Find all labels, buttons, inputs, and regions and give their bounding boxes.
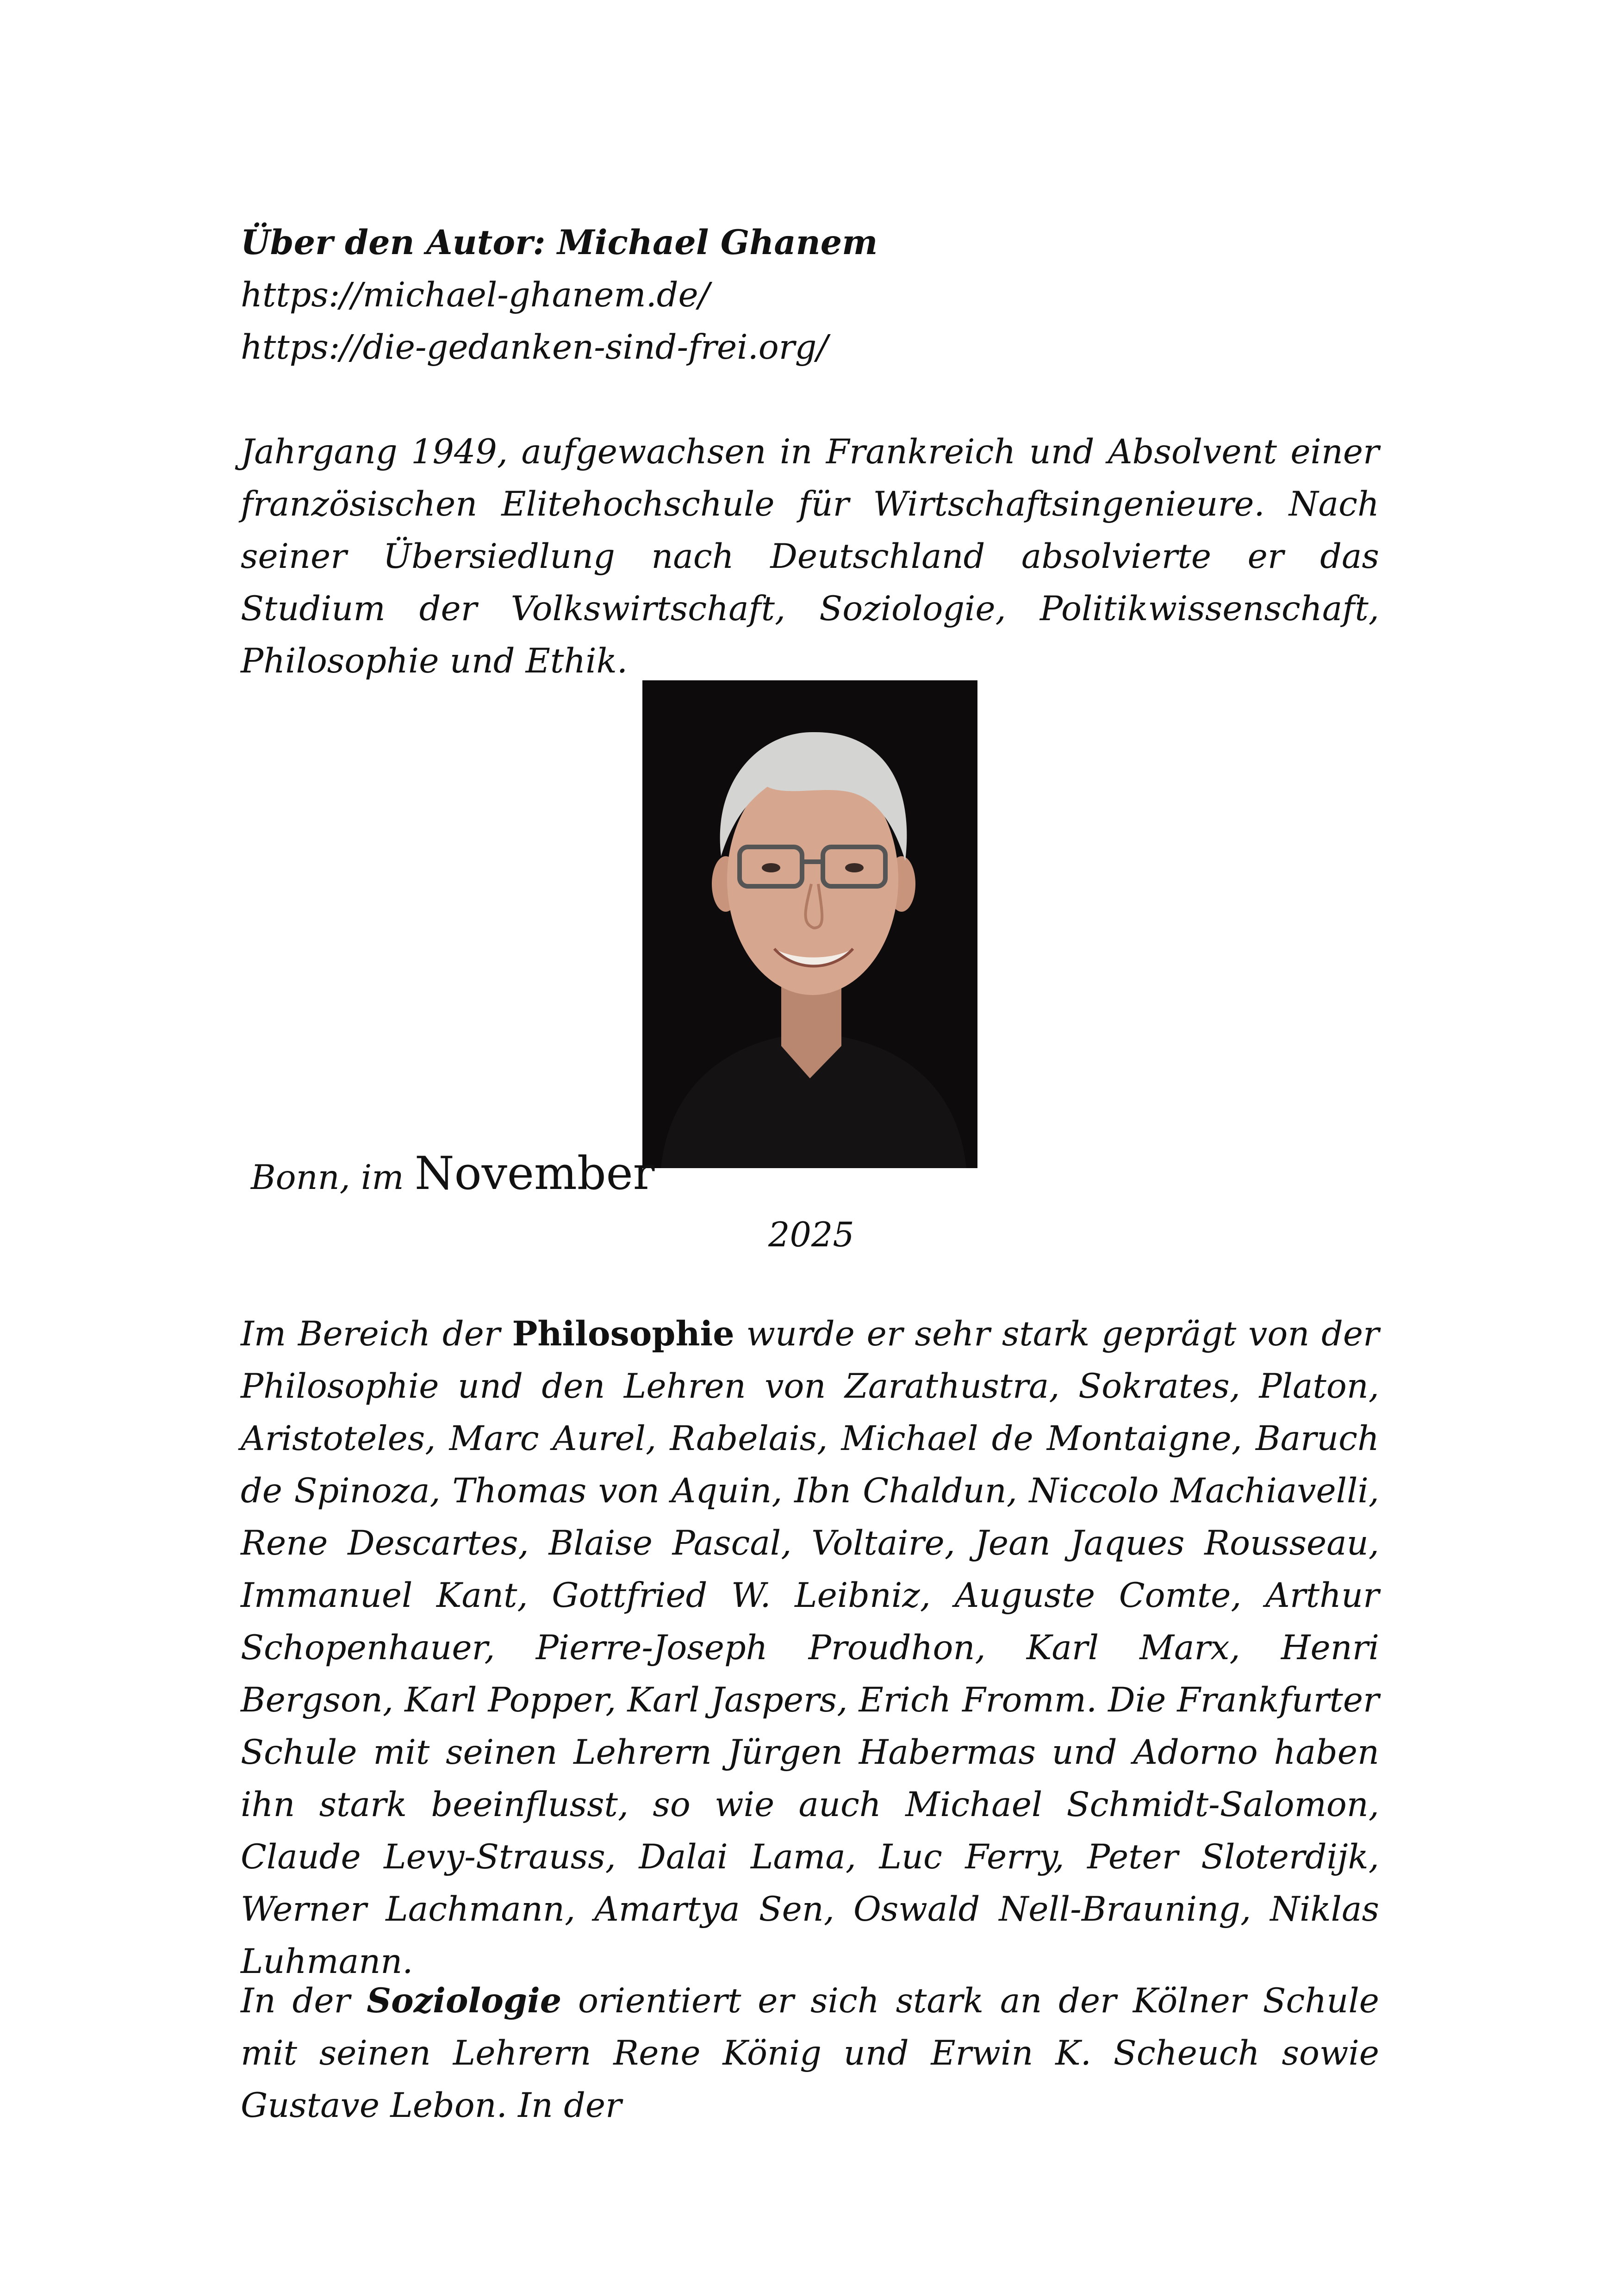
philosophy-keyword: Philosophie (512, 1314, 734, 1354)
philosophy-paragraph (241, 1308, 1379, 1988)
author-portrait-photo (642, 680, 977, 1168)
sociology-paragraph (241, 1975, 1379, 2132)
dateline-year: 2025 (768, 1215, 854, 1255)
dateline-place: Bonn, im (251, 1158, 415, 1197)
author-website-link[interactable]: https://michael-ghanem.de/ (241, 275, 710, 315)
author-heading: Über den Autor: Michael Ghanem (241, 223, 878, 262)
sociology-intro: In der (241, 1981, 367, 2021)
dateline (251, 1148, 654, 1204)
philosophy-intro: Im Bereich der (241, 1314, 512, 1354)
portrait-illustration (642, 680, 977, 1168)
sociology-body: orientiert er sich stark an der Kölner Schule mit seinen Lehrern Rene König und Erwin K. Scheuch sowie Gustave Lebon. In der (241, 1981, 1379, 2125)
dateline-month: November (414, 1147, 655, 1200)
sociology-keyword: Soziologie (367, 1981, 562, 2021)
philosophy-body: wurde er sehr stark geprägt von der Philosophie und den Lehren von Zarathustra, Sokrates, Platon, Aristoteles, Marc Aurel, Rabelais, Michael de Montaigne, Baruch de Spinoza, Thomas von Aquin, Ibn Chaldun, Niccolo Machiavelli, Rene Descartes, Blaise Pascal, Voltaire, Jean Jaques Rousseau, Immanuel Kant, Gottfried W. Leibniz, Auguste Comte, Arthur Schopenhauer, Pierre-Joseph Proudhon, Karl Marx, Henri Bergson, Karl Popper, Karl Jaspers, Erich Fromm. Die Frankfurter Schule mit seinen Lehrern Jürgen Habermas und Adorno haben ihn stark beeinflusst, so wie auch Michael Schmidt-Salomon, Claude Levy-Strauss, Dalai Lama, Luc Ferry, Peter Sloterdijk, Werner Lachmann, Amartya Sen, Oswald Nell-Brauning, Niklas Luhmann. (241, 1314, 1379, 1981)
author-blog-link[interactable]: https://die-gedanken-sind-frei.org/ (241, 328, 828, 367)
intro-paragraph: Jahrgang 1949, aufgewachsen in Frankreich und Absolvent einer französischen Elitehochschule für Wirtschaftsingenieure. Nach seiner Übersiedlung nach Deutschland absolvierte er das Studium der Volkswirtschaft, Soziologie, Politikwissenschaft, Philosophie und Ethik. (241, 432, 1379, 681)
